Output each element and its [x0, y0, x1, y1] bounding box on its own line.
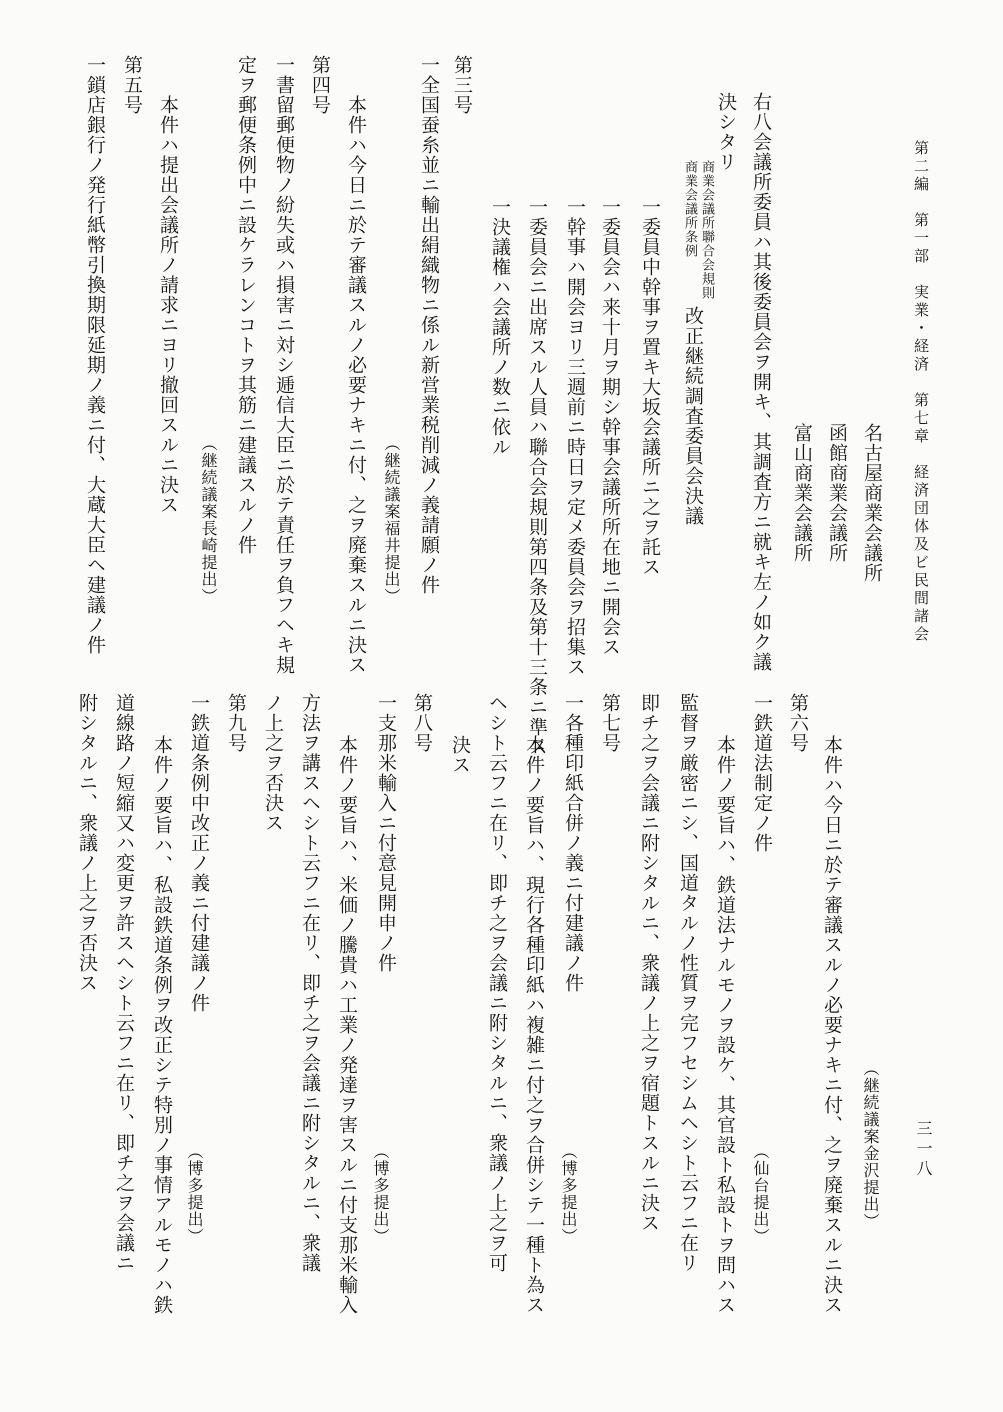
item-number: 第三号 [451, 55, 473, 115]
item-title: 一鎖店銀行ノ発行紙幣引換期限延期ノ義ニ付、大蔵大臣ヘ建議ノ件 [84, 55, 106, 655]
subtitle-line: 商業会議所聯合会規則 [699, 160, 714, 300]
toyama-chamber: 富山商業会議所 [791, 423, 813, 563]
item-note: （博多提出） [185, 1143, 204, 1245]
resolution-item: 一委員会ニ出席スル人員ハ聯合会規則第四条及第十三条ニ準ス [526, 197, 548, 757]
paragraph-line: 右八会議所委員ハ其後委員会ヲ開キ、其調査方ニ就キ左ノ如ク議 [750, 92, 772, 672]
resolution-item: 一委員中幹事ヲ置キ大坂会議所ニ之ヲ託ス [639, 197, 661, 577]
item-body: 方法ヲ講スヘシト云フニ在リ、即チ之ヲ会議ニ附シタルニ、衆議 [299, 693, 321, 1273]
paragraph-line: 決シタリ [715, 92, 737, 172]
hakodate-chamber: 函館商業会議所 [826, 423, 848, 563]
item-number: 第五号 [121, 55, 143, 115]
item-body: 本件ノ要旨ハ、現行各種印紙ハ複雑ニ付之ヲ合併シテ一種ト為ス [523, 735, 545, 1315]
item-title: 一各種印紙合併ノ義ニ付建議ノ件 [562, 693, 584, 993]
item-number: 第七号 [599, 693, 621, 753]
item-number: 第六号 [787, 693, 809, 753]
item-body: 本件ハ今日ニ於テ審議スルノ必要ナキニ付、之ヲ廃棄スルニ決ス [345, 95, 367, 675]
item-title: 一全国蚕糸並ニ輸出絹織物ニ係ル新営業税削減ノ義請願ノ件 [418, 55, 440, 595]
item-body: ヘシト云フニ在リ、即チ之ヲ会議ニ附シタルニ、衆議ノ上之ヲ可 [486, 693, 508, 1273]
item-body: 本件ハ今日ニ於テ審議スルノ必要ナキニ付、之ヲ廃棄スルニ決ス [821, 735, 843, 1315]
item-number: 第八号 [411, 693, 433, 753]
item-title: 一鉄道条例中改正ノ義ニ付建議ノ件 [188, 693, 210, 1013]
page-number: 三一八 [914, 1120, 933, 1180]
subtitle-line: 商業会議所条例 [682, 160, 697, 258]
item-title: 一支那米輸入ニ付意見開申ノ件 [375, 693, 397, 973]
item-title: 一書留郵便物ノ紛失或ハ損害ニ対シ逓信大臣ニ於テ責任ヲ負フヘキ規 [273, 55, 295, 675]
resolution-title: 改正継続調査委員会決議 [682, 306, 704, 526]
item-body: 即チ之ヲ会議ニ附シタルニ、衆議ノ上之ヲ宿題トスルニ決ス [638, 693, 660, 1233]
resolution-item: 一決議権ハ会議所ノ数ニ依ル [489, 197, 511, 457]
item-note: （継続議案長崎提出） [199, 435, 218, 605]
item-title: 定ヲ郵便条例中ニ設ケラレンコトヲ其筋ニ建議スルノ件 [235, 55, 257, 555]
item-body: 道線路ノ短縮又ハ変更ヲ許スヘシト云フニ在リ、即チ之ヲ会議ニ [113, 693, 135, 1273]
resolution-item: 一幹事ハ開会ヨリ三週前ニ時日ヲ定メ委員会ヲ招集ス [564, 197, 586, 677]
item-number: 第九号 [225, 693, 247, 753]
item-note: （継続議案福井提出） [382, 435, 401, 605]
item-body: 監督ヲ厳密ニシ、国道タルノ性質ヲ完フセシムヘシト云フニ在リ [677, 693, 699, 1273]
resolution-item: 一委員会ハ来十月ヲ期シ幹事会議所所在地ニ開会ス [599, 197, 621, 657]
item-title: 一鉄道法制定ノ件 [751, 693, 773, 853]
item-body: 決ス [449, 735, 471, 775]
item-note: （仙台提出） [751, 1143, 770, 1245]
item-note: （博多提出） [559, 1143, 578, 1245]
item-body: 本件ノ要旨ハ、鉄道法ナルモノヲ設ケ、其官設ト私設トヲ問ハス [714, 735, 736, 1315]
running-header: 第二編 第一部 実業・経済 第七章 経済団体及ビ民間諸会 [912, 140, 930, 644]
item-body: 本件ハ提出会議所ノ請求ニヨリ撤回スルニ決ス [157, 95, 179, 515]
item-body: 本件ノ要旨ハ、私設鉄道条例ヲ改正シテ特別ノ事情アルモノハ鉄 [151, 735, 173, 1315]
item-body: 本件ノ要旨ハ、米価ノ騰貴ハ工業ノ発達ヲ害スルニ付支那米輸入 [336, 735, 358, 1315]
item-note: （博多提出） [371, 1143, 390, 1245]
item-number: 第四号 [309, 55, 331, 115]
item-body: 附シタルニ、衆議ノ上之ヲ否決ス [76, 693, 98, 993]
item-note: （継続議案金沢提出） [861, 1060, 880, 1230]
nagoya-chamber: 名古屋商業会議所 [861, 423, 883, 583]
item-body: ノ上之ヲ否決ス [262, 693, 284, 833]
